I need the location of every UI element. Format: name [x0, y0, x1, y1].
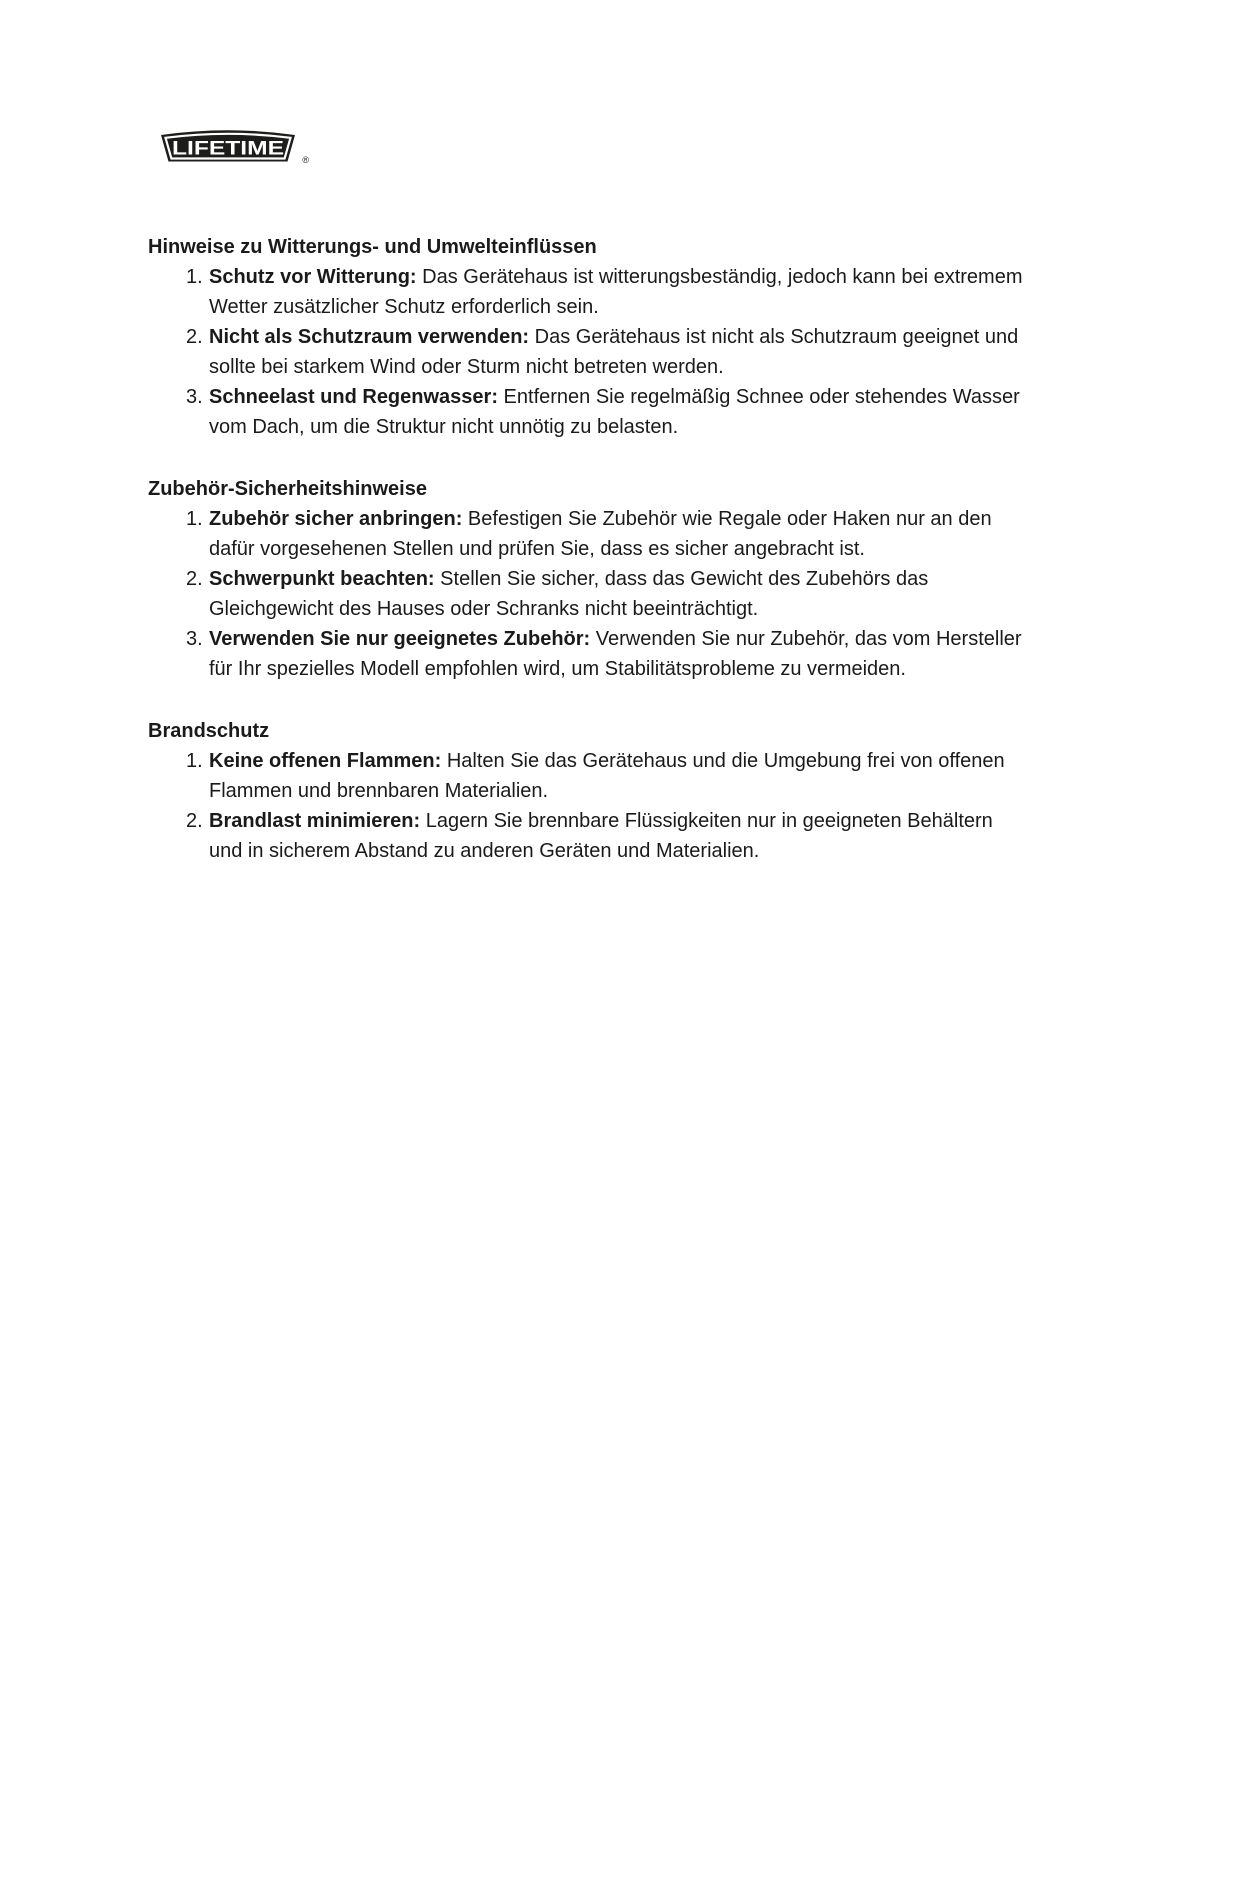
lifetime-logo-badge — [155, 127, 301, 163]
list-item-number: 1. — [186, 750, 203, 772]
list-item-text: Entfernen Sie regelmäßig Schnee oder stehendes Wasser vom Dach, um die Struktur nicht unnötig zu belasten. — [209, 386, 1020, 438]
list-item-body — [209, 382, 1029, 442]
list-item-text: Lagern Sie brennbare Flüssigkeiten nur in geeigneten Behältern und in sicherem Abstand zu anderen Geräten und Materialien. — [209, 810, 993, 862]
list-item-text: Das Gerätehaus ist witterungsbeständig, jedoch kann bei extremem Wetter zusätzlicher Schutz erforderlich sein. — [209, 266, 1023, 318]
numbered-list — [148, 504, 1032, 684]
list-item-body — [209, 624, 1029, 684]
list-item-text: Das Gerätehaus ist nicht als Schutzraum geeignet und sollte bei starkem Wind oder Sturm nicht betreten werden. — [209, 326, 1019, 378]
list-item — [148, 504, 1032, 564]
numbered-list — [148, 746, 1032, 866]
section-heading: Zubehör-Sicherheitshinweise — [148, 478, 427, 500]
list-item-number: 3. — [186, 628, 203, 650]
list-item — [148, 806, 1032, 866]
registered-trademark-symbol: ® — [302, 155, 309, 165]
list-item-number: 1. — [186, 508, 203, 530]
list-item-body — [209, 746, 1029, 806]
list-item-label: Keine offenen Flammen: — [209, 750, 442, 772]
document-section — [148, 474, 1032, 684]
list-item — [148, 564, 1032, 624]
list-item-text: Stellen Sie sicher, dass das Gewicht des Zubehörs das Gleichgewicht des Hauses oder Schranks nicht beeinträchtigt. — [209, 568, 929, 620]
list-item-text: Halten Sie das Gerätehaus und die Umgebung frei von offenen Flammen und brennbaren Materialien. — [209, 750, 1005, 802]
document-content — [148, 232, 1032, 866]
list-item-number: 2. — [186, 326, 203, 348]
lifetime-logo-text: LIFETIME — [172, 138, 284, 160]
list-item-label: Schutz vor Witterung: — [209, 266, 417, 288]
document-section — [148, 716, 1032, 866]
lifetime-logo — [155, 127, 309, 167]
list-item — [148, 262, 1032, 322]
section-heading: Brandschutz — [148, 720, 270, 742]
list-item-number: 3. — [186, 386, 203, 408]
list-item-label: Schneelast und Regenwasser: — [209, 386, 498, 408]
document-section — [148, 232, 1032, 442]
list-item — [148, 382, 1032, 442]
list-item-label: Brandlast minimieren: — [209, 810, 421, 832]
list-item-body — [209, 504, 1029, 564]
list-item-body — [209, 322, 1029, 382]
list-item — [148, 624, 1032, 684]
list-item — [148, 746, 1032, 806]
list-item-number: 2. — [186, 568, 203, 590]
list-item-label: Verwenden Sie nur geeignetes Zubehör: — [209, 628, 591, 650]
list-item-text: Verwenden Sie nur Zubehör, das vom Hersteller für Ihr spezielles Modell empfohlen wird, um Stabilitätsprobleme zu vermeiden. — [209, 628, 1022, 680]
list-item-label: Schwerpunkt beachten: — [209, 568, 435, 590]
document-page — [0, 127, 1240, 1881]
list-item-body — [209, 564, 1029, 624]
list-item-number: 2. — [186, 810, 203, 832]
numbered-list — [148, 262, 1032, 442]
list-item-body — [209, 262, 1029, 322]
sections-container — [148, 232, 1032, 866]
list-item-label: Nicht als Schutzraum verwenden: — [209, 326, 530, 348]
list-item-label: Zubehör sicher anbringen: — [209, 508, 463, 530]
section-heading: Hinweise zu Witterungs- und Umwelteinflüssen — [148, 236, 597, 258]
list-item — [148, 322, 1032, 382]
list-item-text: Befestigen Sie Zubehör wie Regale oder Haken nur an den dafür vorgesehenen Stellen und prüfen Sie, dass es sicher angebracht ist. — [209, 508, 992, 560]
list-item-number: 1. — [186, 266, 203, 288]
list-item-body — [209, 806, 1029, 866]
